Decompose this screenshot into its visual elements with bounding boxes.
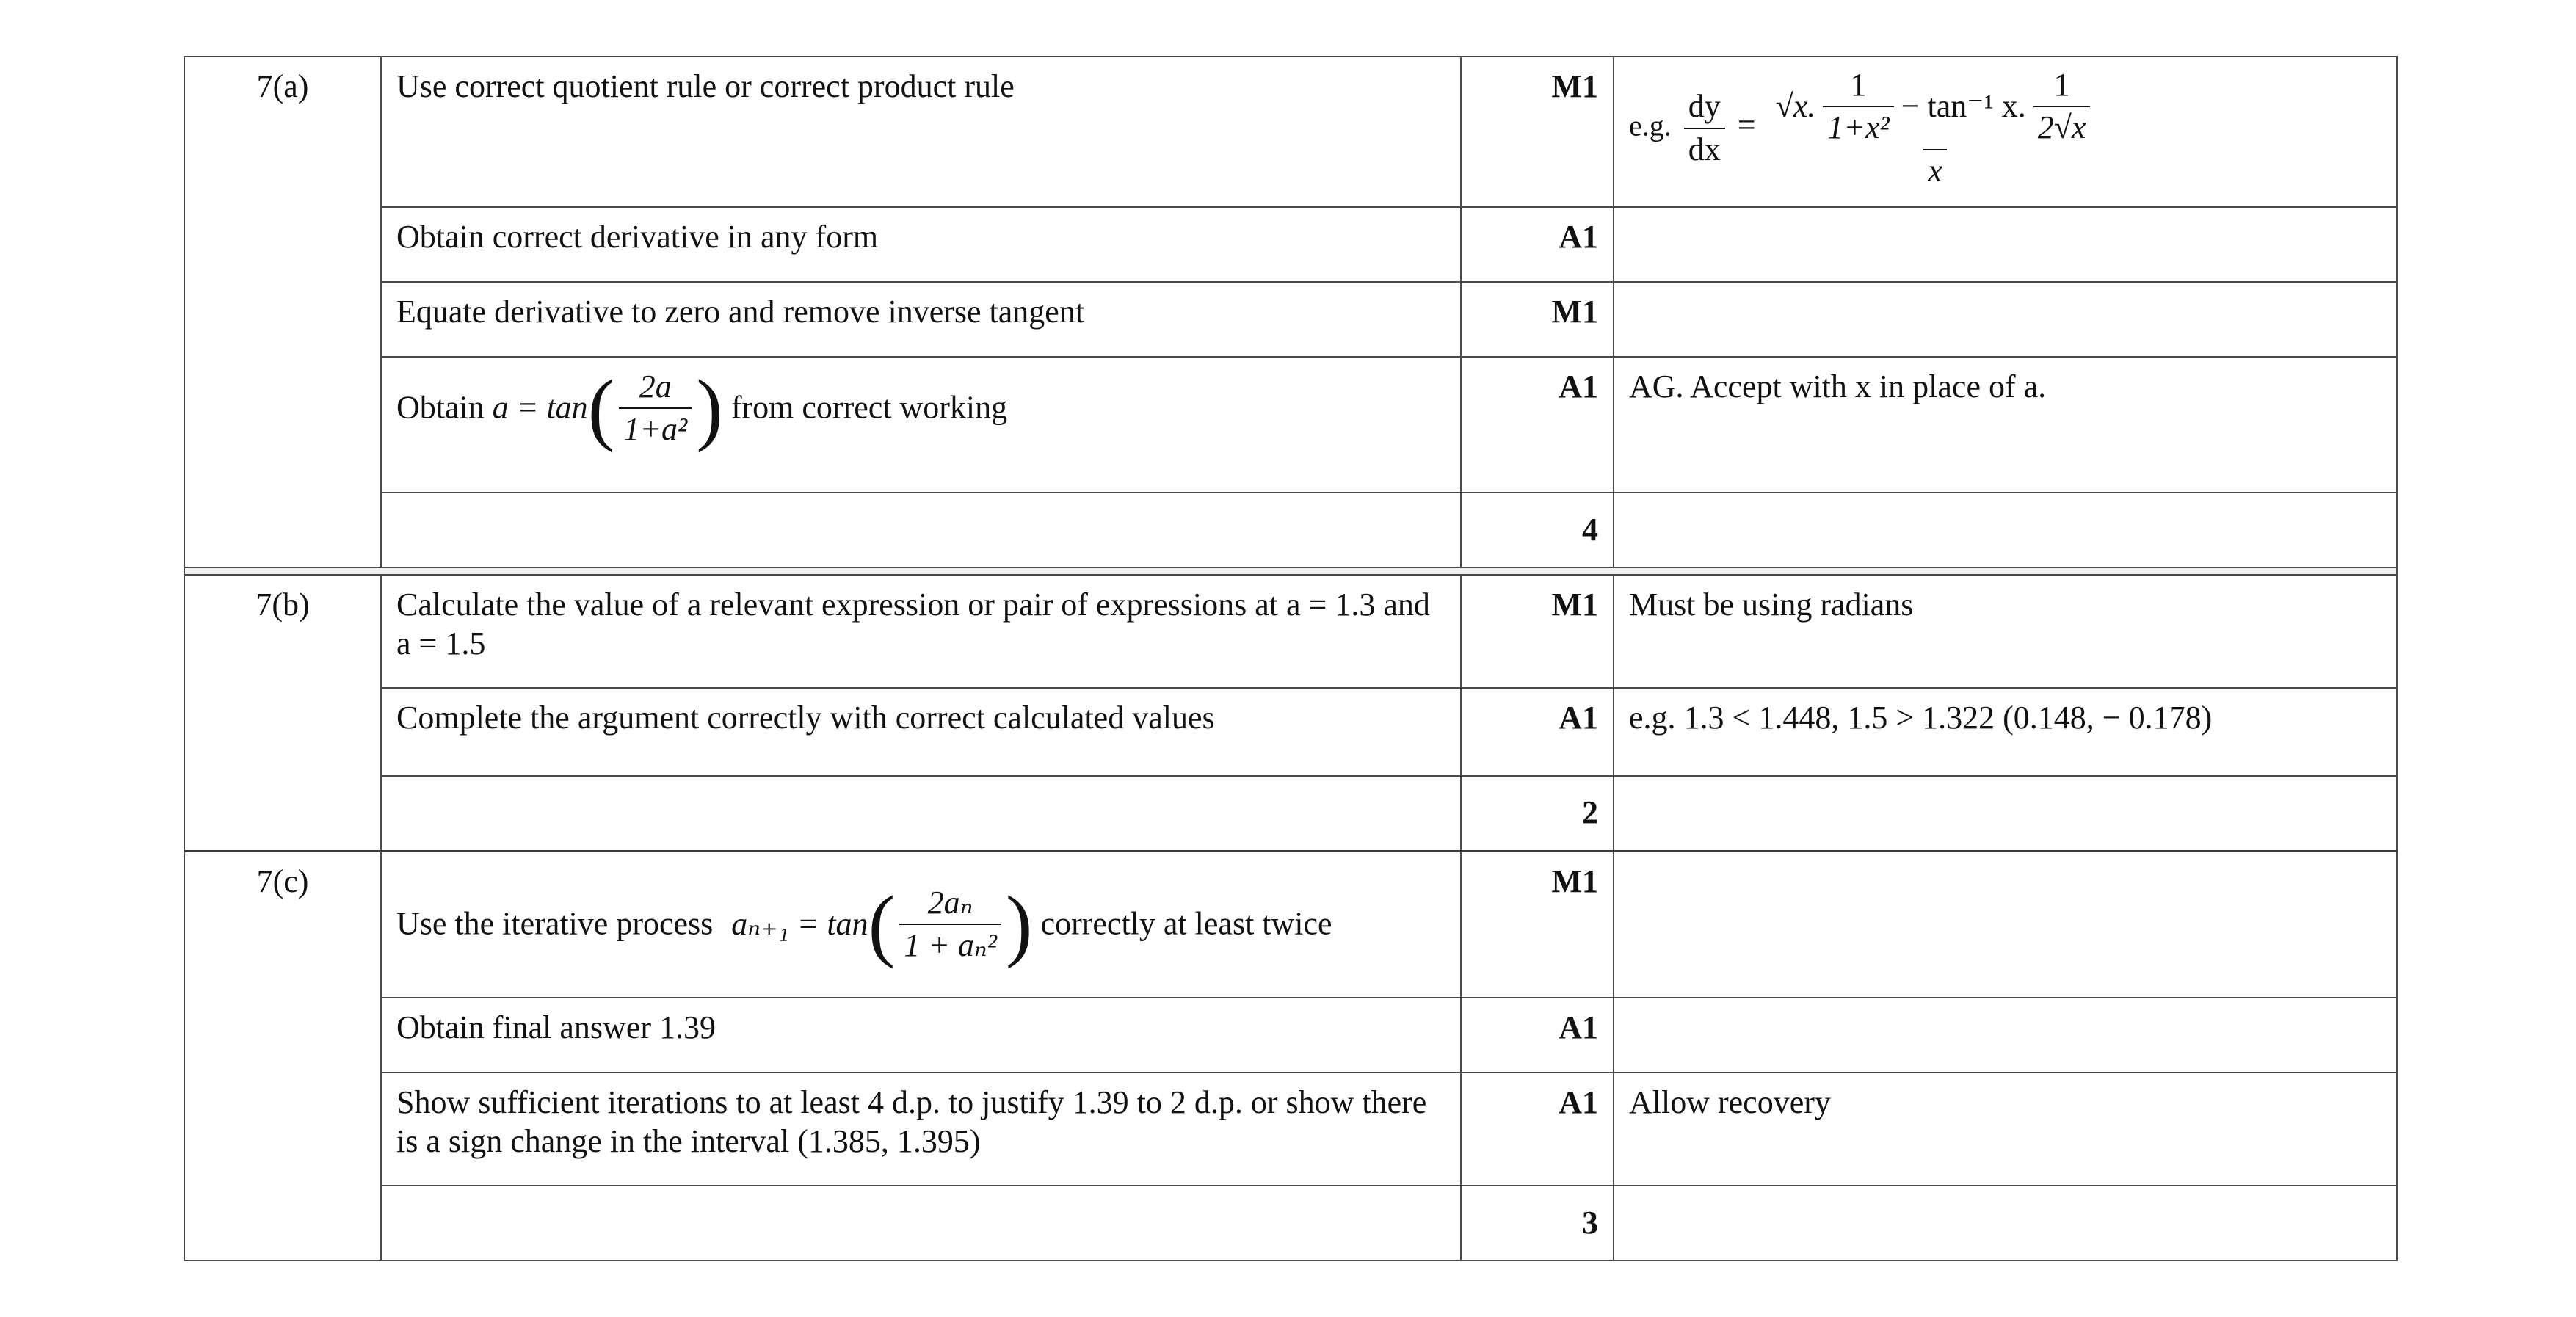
guidance-cell [1614, 57, 2397, 207]
iteration-lhs: aₙ₊₁ = tan [731, 905, 868, 942]
dx-text: dx [1684, 128, 1725, 167]
answer-cell: Equate derivative to zero and remove inverse tangent [381, 282, 1461, 357]
total-mark-cell: 4 [1461, 493, 1614, 567]
total-mark-cell: 2 [1461, 776, 1614, 851]
answer-cell: Obtain a = tan( $\frac{2a}{\text{1+a²}}$ ) from correct working [381, 357, 1461, 493]
one-plus-x-sq: 1+x² [1823, 106, 1893, 145]
table-row [184, 282, 2397, 357]
table-row [184, 851, 2397, 998]
mark-cell: A1 [1461, 357, 1614, 493]
answer-cell: Use correct quotient rule or correct product rule [381, 57, 1461, 207]
guidance-cell [1614, 493, 2397, 567]
derivative-numerator [1771, 68, 2100, 149]
a-equals-tan: a = tan [492, 389, 588, 426]
table-row [184, 998, 2397, 1073]
table-row [184, 575, 2397, 688]
mark-cell: A1 [1461, 207, 1614, 282]
answer-cell: Show sufficient iterations to at least 4 d.p. to justify 1.39 to 2 d.p. or show there is a sign change in the interval (1.385, 1.395) [381, 1073, 1461, 1186]
guidance-cell [1614, 998, 2397, 1073]
table-row [184, 688, 2397, 776]
guidance-cell [1614, 1186, 2397, 1260]
answer-cell [381, 776, 1461, 851]
denominator-x: x [1923, 149, 1947, 189]
dy-text: dy [1688, 88, 1721, 125]
tan-argument-fraction [619, 369, 692, 448]
guidance-cell: Allow recovery [1614, 1073, 2397, 1186]
answer-cell: Obtain correct derivative in any form [381, 207, 1461, 282]
answer-suffix: from correct working [730, 389, 1008, 426]
derivative-fraction [1771, 68, 2100, 189]
answer-cell: Use the iterative process aₙ₊₁ = tan( $\frac{\text{2aₙ}}{\text{1 + aₙ²}}$ ) correctly at least twice [381, 851, 1461, 998]
answer-cell [381, 493, 1461, 567]
guidance-cell [1614, 851, 2397, 998]
question-number: 7(b) [184, 575, 381, 851]
two-root-x: 2√x [2033, 106, 2091, 145]
table-row [184, 493, 2397, 567]
mark-scheme-table [184, 56, 2398, 1261]
answer-cell [381, 1186, 1461, 1260]
table-row [184, 357, 2397, 493]
mark-cell: M1 [1461, 851, 1614, 998]
one-plus-a-n-sq: 1 + aₙ² [899, 924, 1001, 963]
mark-cell: M1 [1461, 575, 1614, 688]
mark-cell: M1 [1461, 57, 1614, 207]
inner-fraction-1 [1823, 68, 1893, 146]
table-row [184, 776, 2397, 851]
minus-arctan-text: − tan⁻¹ x. [1901, 88, 2026, 125]
mark-cell: A1 [1461, 1073, 1614, 1186]
mark-cell: M1 [1461, 282, 1614, 357]
inner-fraction-2 [2033, 68, 2091, 146]
guidance-cell: e.g. 1.3 < 1.448, 1.5 > 1.322 (0.148, − 0.178) [1614, 688, 2397, 776]
mark-cell: A1 [1461, 688, 1614, 776]
guidance-cell [1614, 207, 2397, 282]
one-text: 1 [2053, 67, 2070, 103]
guidance-prefix: e.g. [1629, 109, 1672, 142]
root-x-text: √x. [1775, 88, 1816, 125]
answer-prefix: Use the iterative process [396, 905, 714, 942]
guidance-cell [1614, 776, 2397, 851]
two-a-n: 2aₙ [927, 884, 973, 921]
table-row [184, 207, 2397, 282]
guidance-cell: AG. Accept with x in place of a. [1614, 357, 2397, 493]
one-plus-a-sq: 1+a² [619, 407, 692, 447]
total-mark-cell: 3 [1461, 1186, 1614, 1260]
two-a: 2a [639, 368, 672, 404]
section-gap [184, 567, 2397, 575]
guidance-cell [1614, 282, 2397, 357]
one-text: 1 [1850, 67, 1867, 103]
answer-suffix: correctly at least twice [1040, 905, 1332, 942]
dy-dx-fraction [1684, 89, 1725, 167]
answer-cell: Complete the argument correctly with correct calculated values [381, 688, 1461, 776]
answer-cell: Calculate the value of a relevant expression or pair of expressions at a = 1.3 and a = 1.5 [381, 575, 1461, 688]
mark-cell: A1 [1461, 998, 1614, 1073]
answer-prefix: Obtain [396, 389, 485, 426]
question-number: 7(a) [184, 57, 381, 567]
guidance-cell: Must be using radians [1614, 575, 2397, 688]
gap-cell [184, 567, 2397, 575]
table-row [184, 1073, 2397, 1186]
table-row [184, 57, 2397, 207]
table-row [184, 1186, 2397, 1260]
answer-cell: Obtain final answer 1.39 [381, 998, 1461, 1073]
iteration-fraction [899, 885, 1001, 964]
equals-sign: = [1737, 106, 1756, 143]
question-number: 7(c) [184, 851, 381, 1260]
